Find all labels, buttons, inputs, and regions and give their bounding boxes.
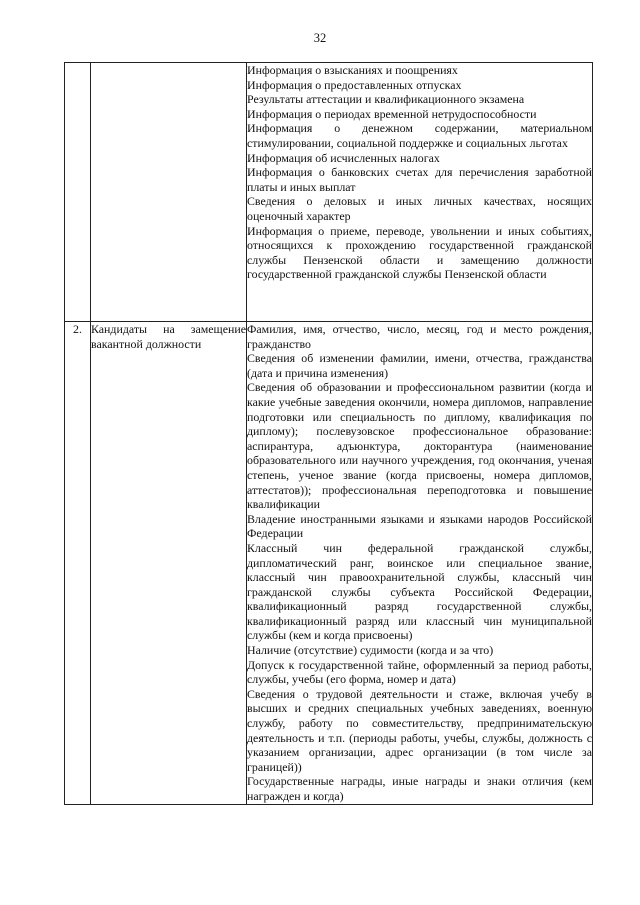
info-item: Допуск к государственной тайне, оформленный за период работы, службы, учебы (его форма, номер и дата): [247, 657, 592, 687]
info-item: Фамилия, имя, отчество, число, месяц, год и место рождения, гражданство: [247, 322, 592, 351]
info-item: Сведения об изменении фамилии, имени, отчества, гражданства (дата и причина изменения): [247, 351, 592, 380]
info-item: Информация о банковских счетах для перечисления заработной платы и иных выплат: [247, 165, 592, 194]
info-item: Информация о периодах временной нетрудоспособности: [247, 106, 537, 121]
personal-data-table: [64, 62, 593, 805]
info-item: Сведения об образовании и профессиональном развитии (когда и какие учебные заведения окончили, номера дипломов, направление подготовки или специальность по диплому, квалификация по диплому); послевузовское профессиональное образование: аспирантура, адъюнктура, докторантура (наименование образовательного или научного учреждения, год окончания, ученая степень, ученое звание (когда присвоены, номера дипломов, аттестатов)); профессиональная переподготовка и повышение квалификации: [247, 380, 592, 512]
info-item: Результаты аттестации и квалификационного экзамена: [247, 92, 525, 107]
page-number: 32: [313, 31, 327, 45]
info-item: Классный чин федеральной гражданской службы, дипломатический ранг, воинское или специальное звание, классный чин правоохранительной службы, классный чин гражданской службы субъекта Российской Федерации, квалификационный разряд государственной службы, квалификационный разряд или классный чин муниципальной службы (кем и когда присвоены): [247, 540, 592, 643]
info-cell: [247, 63, 593, 322]
info-item: Информация о денежном содержании, материальном стимулировании, социальной поддержке и социальных льготах: [247, 121, 592, 150]
info-cell: [247, 322, 593, 805]
info-item: Информация об исчисленных налогах: [247, 150, 440, 165]
table-row: [65, 63, 593, 322]
info-item: Наличие (отсутствие) судимости (когда и за что): [247, 643, 494, 658]
info-item: Информация о приеме, переводе, увольнении и иных событиях, относящихся к прохождению государственной гражданской службы Пензенской области и замещению должности государственной гражданской службы Пензенской области: [247, 223, 592, 282]
info-item: Информация о взысканиях и поощрениях: [247, 63, 458, 77]
row-number-cell: 2.: [65, 322, 91, 805]
info-item: Владение иностранными языками и языками народов Российской Федерации: [247, 511, 592, 541]
row-number-cell: [65, 63, 91, 322]
info-item: Информация о предоставленных отпусках: [247, 77, 462, 92]
category-cell: [91, 63, 247, 322]
table-row: [65, 322, 593, 805]
info-item: Государственные награды, иные награды и знаки отличия (кем награжден и когда): [247, 774, 592, 803]
info-item: Сведения о деловых и иных личных качествах, носящих оценочный характер: [247, 194, 592, 223]
category-cell: Кандидаты на замещение вакантной должности: [91, 322, 247, 805]
info-item: Сведения о трудовой деятельности и стаже, включая учебу в высших и средних специальных учебных заведениях, военную службу, работу по совместительству, предпринимательскую деятельность и т.п. (периоды работы, учебы, службы, должность с указанием организации, адрес организации (в том числе за границей)): [247, 686, 592, 774]
